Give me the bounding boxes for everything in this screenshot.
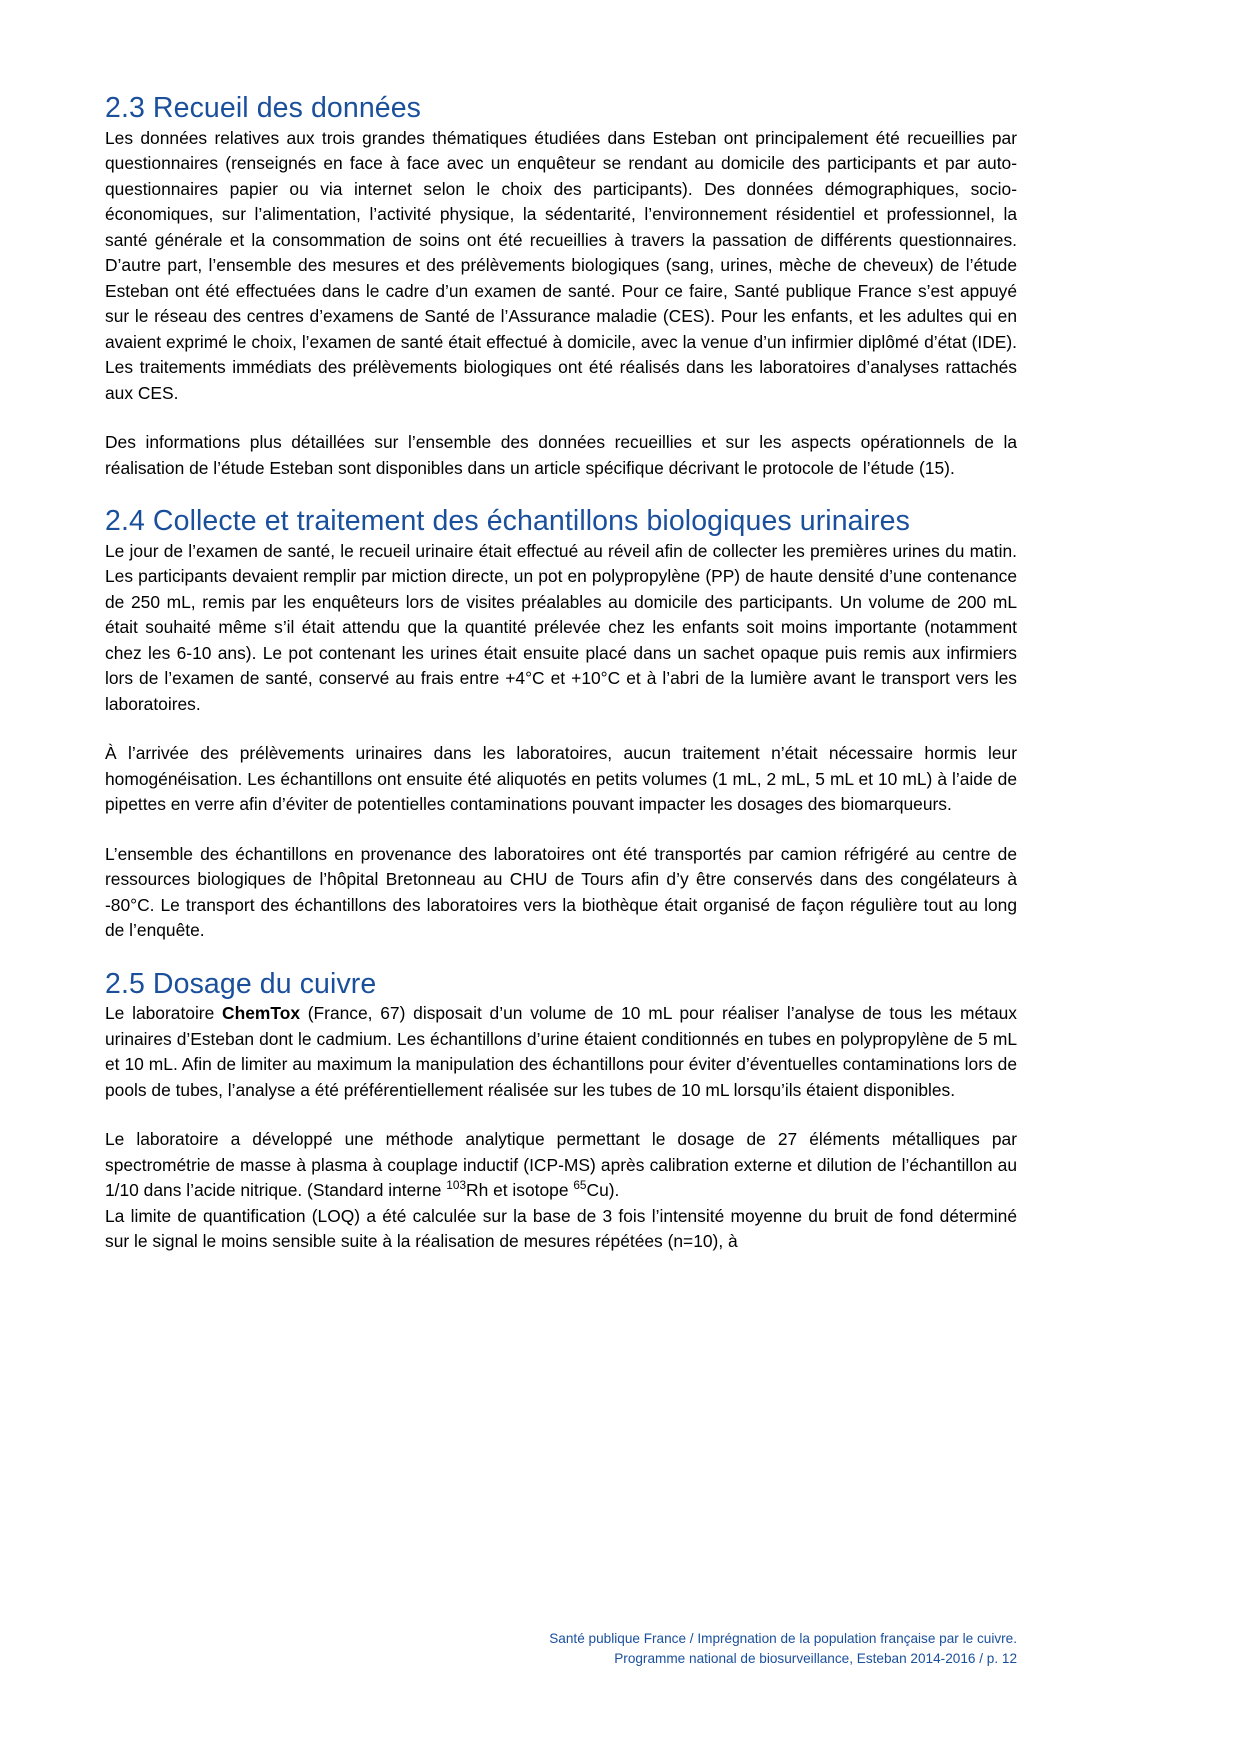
paragraph-2-4-2: À l’arrivée des prélèvements urinaires dans les laboratoires, aucun traitement n’était nécessaire hormis leur homogénéisation. Les échantillons ont ensuite été aliquotés en petits volumes (1 mL, 2 mL, 5 mL et 10 mL) à l’aide de pipettes en verre afin d’éviter de potentielles contaminations pouvant impacter les dosages des biomarqueurs.: [105, 743, 1017, 815]
paragraph-2-3-1: Les données relatives aux trois grandes thématiques étudiées dans Esteban ont principalement été recueillies par questionnaires (renseignés en face à face avec un enquêteur se rendant au domicile des participants et par auto-questionnaires papier ou via internet selon le choix des participants). Des données démographiques, socio-économiques, sur l’alimentation, l’activité physique, la sédentarité, l’environnement résidentiel et professionnel, la santé générale et la consommation de soins ont été recueillies à travers la passation de différents questionnaires. D’autre part, l’ensemble des mesures et des prélèvements biologiques (sang, urines, mèche de cheveux) de l’étude Esteban ont été effectuées dans le cadre d’un examen de santé. Pour ce faire, Santé publique France s’est appuyé sur le réseau des centres d’examens de Santé de l’Assurance maladie (CES). Pour les enfants, et les adultes qui en avaient exprimé le choix, l’examen de santé était effectué à domicile, avec la venue d’un infirmier diplômé d’état (IDE). Les traitements immédiats des prélèvements biologiques ont été réalisés dans les laboratoires d’analyses rattachés aux CES.: [105, 127, 1017, 403]
isotope-mass-rh: 103: [446, 1178, 467, 1193]
footer-line-1: Santé publique France / Imprégnation de la population française par le cuivre.: [549, 1631, 1017, 1647]
paragraph-2-5-1: [105, 1001, 1017, 1103]
section-heading-2-5: 2.5 Dosage du cuivre: [105, 967, 377, 1000]
section-heading-2-3: 2.3 Recueil des données: [105, 92, 422, 124]
paragraph-2-5-2-part1: Le laboratoire a développé une méthode analytique permettant le dosage de 27 éléments métalliques par spectrométrie de masse à plasma à couplage inductif (ICP-MS) après calibration externe et dilution de l’échantillon au 1/10 dans l’acide nitrique. (Standard interne: [105, 1129, 1017, 1201]
paragraph-2-4-1: Le jour de l’examen de santé, le recueil urinaire était effectué au réveil afin de collecter les premières urines du matin. Les participants devaient remplir par miction directe, un pot en polypropylène (PP) de haute densité d’une contenance de 250 mL, remis par les enquêteurs lors de visites préalables au domicile des participants. Un volume de 200 mL était souhaité même s’il était attendu que la quantité prélevée chez les enfants soit moins importante (notamment chez les 6-10 ans). Le pot contenant les urines était ensuite placé dans un sachet opaque puis remis aux infirmiers lors de l’examen de santé, conservé au frais entre +4°C et +10°C et à l’abri de la lumière avant le transport vers les laboratoires.: [105, 540, 1017, 714]
paragraph-2-5-3: La limite de quantification (LOQ) a été calculée sur la base de 3 fois l’intensité moyenne du bruit de fond déterminé sur le signal le moins sensible suite à la réalisation de mesures répétées (n=10), à: [105, 1205, 1017, 1252]
paragraph-2-5-2-part2: Rh et isotope: [466, 1180, 574, 1201]
paragraph-2-5-1-prefix: Le laboratoire: [105, 1003, 223, 1024]
paragraph-2-5-2: [105, 1127, 1017, 1204]
section-heading-2-4: 2.4 Collecte et traitement des échantillons biologiques urinaires: [105, 505, 910, 538]
paragraph-2-4-3: L’ensemble des échantillons en provenance des laboratoires ont été transportés par camion réfrigéré au centre de ressources biologiques de l’hôpital Bretonneau au CHU de Tours afin d’y être conservés dans des congélateurs à -80°C. Le transport des échantillons des laboratoires vers la biothèque était organisé de façon régulière tout au long de l’enquête.: [105, 843, 1017, 941]
paragraph-2-5-2-part3: Cu).: [586, 1180, 620, 1201]
paragraph-2-5-1-suffix: (France, 67) disposait d’un volume de 10 mL pour réaliser l’analyse de tous les métaux urinaires d’Esteban dont le cadmium. Les échantillons d’urine étaient conditionnés en tubes en polypropylène de 5 mL et 10 mL. Afin de limiter au maximum la manipulation des échantillons pour éviter d’éventuelles contaminations lors de pools de tubes, l’analyse a été préférentiellement réalisée sur les tubes de 10 mL lorsqu’ils étaient disponibles.: [105, 1003, 1018, 1100]
page-footer: [0, 1629, 1241, 1669]
isotope-mass-cu: 65: [573, 1178, 587, 1193]
paragraph-2-3-2: Des informations plus détaillées sur l’ensemble des données recueillies et sur les aspects opérationnels de la réalisation de l’étude Esteban sont disponibles dans un article spécifique décrivant le protocole de l’étude (15).: [105, 432, 1017, 478]
lab-name-chemtox: ChemTox: [222, 1003, 300, 1024]
page-content: [105, 92, 1017, 1255]
footer-line-2: Programme national de biosurveillance, Esteban 2014-2016 / p. 12: [614, 1651, 1017, 1667]
